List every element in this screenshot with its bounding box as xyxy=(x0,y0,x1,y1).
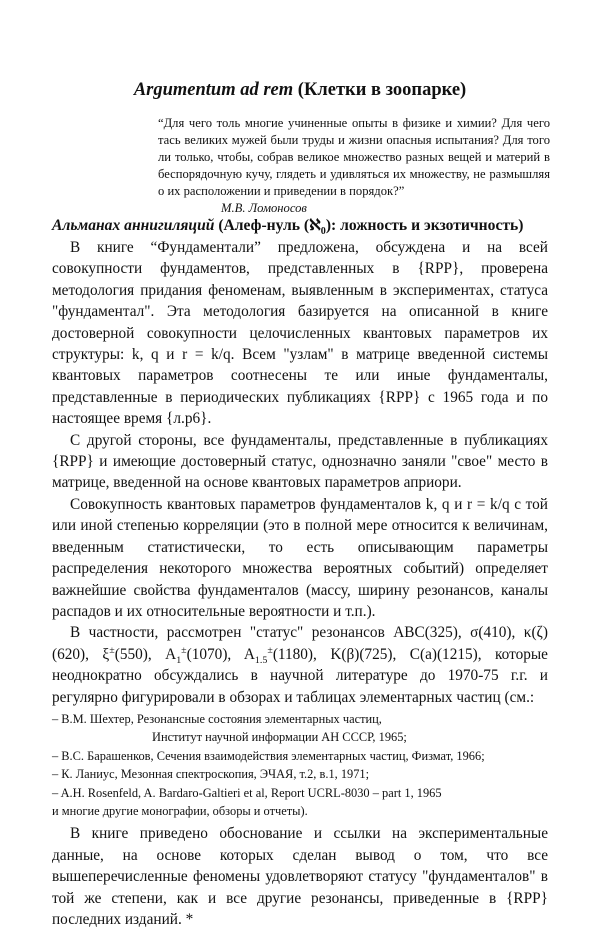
reference-list xyxy=(52,710,548,820)
reference-item: – В.М. Шехтер, Резонансные состояния элементарных частиц, xyxy=(52,711,382,726)
epigraph xyxy=(158,115,550,217)
section-heading-part2: ): ложность и экзотичность) xyxy=(325,217,524,234)
chapter-title-latin: Argumentum ad rem xyxy=(133,80,294,100)
section-heading-part1: (Алеф-нуль ( xyxy=(214,217,310,234)
para4-sup-3: ± xyxy=(267,644,273,656)
para4-sup-1: ± xyxy=(109,644,115,656)
chapter-title xyxy=(0,80,600,101)
chapter-title-subtitle: (Клетки в зоопарке) xyxy=(293,80,467,100)
para4-sup-2: ± xyxy=(181,644,187,656)
section-heading-italic: Альманах аннигиляций xyxy=(52,217,215,234)
reference-item: – К. Ланиус, Мезонная спектроскопия, ЭЧАЯ, т.2, в.1, 1971; xyxy=(52,767,370,782)
reference-item: – A.H. Rosenfeld, A. Bardaro-Galtieri et al, Report UCRL-8030 – part 1, 1965 xyxy=(52,785,442,800)
paragraph-2: С другой стороны, все фундаменталы, представленные в публикациях {RPP} и имеющие достоверный статус, однозначно заняли "свое" место в матрице, введенной на основе квантовых параметров априори. xyxy=(52,431,548,492)
para4-text-1: В частности, рассмотрен "статус" резонансов ABC(325), σ(410), κ(ζ)(620), ξ xyxy=(52,624,548,663)
epigraph-author: М.В. Ломоносов xyxy=(221,201,307,215)
paragraph-3: Совокупность квантовых параметров фундаменталов k, q и r = k/q с той или иной степенью корреляции (это в полной мере относится к величинам, введенным статистически, то есть описывающим параметры распределения некоторого множества вероятных событий) определяет важнейшие свойства фундаменталов (массу, ширину резонансов, каналы распадов и их относительные вероятности и т.п.). xyxy=(52,495,548,620)
epigraph-quote: “Для чего толь многие учиненные опыты в физике и химии? Для чего тась великих мужей были труды и жизни опасныя испытания? Для того ли только, чтобы, собрав великое множество разных вещей и материй в беспорядочную кучу, глядеть и удивляться их множеству, не размышляя о их расположении и приведении в порядок?” xyxy=(158,116,550,198)
body-text xyxy=(52,237,548,930)
reference-item: – В.С. Барашенков, Сечения взаимодействия элементарных частиц, Физмат, 1966; xyxy=(52,748,485,763)
reference-item: и многие другие монографии, обзоры и отчеты). xyxy=(52,803,308,818)
para4-sub-3: 1.5 xyxy=(254,654,268,666)
section-heading xyxy=(52,216,562,238)
paragraph-1: В книге “Фундаментали” предложена, обсуждена и на всей совокупности фундаментов, представленных в {RPP}, проверена методология придания феноменам, выявленным в экспериментах, статуса "фундаментал". Эта методология базируется на описанной в книге достоверной совокупности целочисленных квантовых параметров их структуры: k, q и r = k/q. Всем "узлам" в матрице введенной системы квантовых параметров соотнесены те или иные фундаменталы, представленные в периодических публикациях {RPP} с 1965 года и по настоящее время {л.р6}. xyxy=(52,239,548,428)
aleph-subscript: 0 xyxy=(320,226,326,238)
paragraph-4 xyxy=(52,622,548,708)
aleph-symbol: ℵ xyxy=(309,217,321,234)
para4-text-4: (1180), K(β)(725), C(a)(1215), которые неоднократно обсуждались в научной литературе до 1970-75 г.г. и регулярно фигурировали в обзорах и таблицах элементарных частиц (см.: xyxy=(52,645,548,706)
para4-text-3: (1070), A xyxy=(186,645,255,663)
para4-text-2: (550), A xyxy=(114,645,177,663)
paragraph-final: В книге приведено обоснование и ссылки на экспериментальные данные, на основе которых сделан вывод о том, что все вышеперечисленные феномены удовлетворяют статусу "фундаменталов" в той же степени, как и все другие резонансы, приведенные в {RPP} последних изданий. * xyxy=(52,825,548,928)
para4-sub-2: 1 xyxy=(176,654,182,666)
reference-item: Институт научной информации АН СССР, 1965; xyxy=(152,730,407,745)
